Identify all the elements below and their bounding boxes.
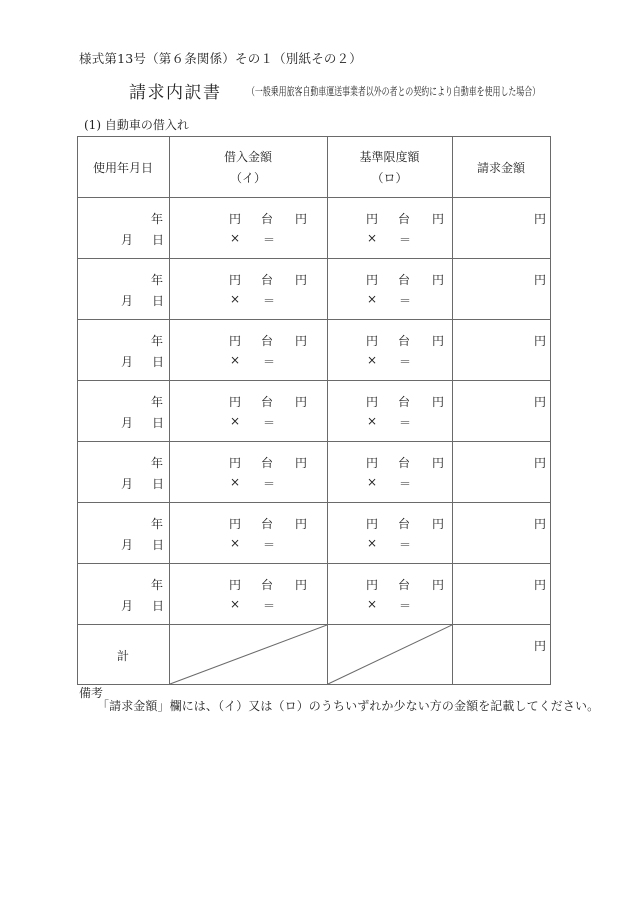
header-standard-limit: 基準限度額 <box>359 150 420 164</box>
limit-units-label: 台 <box>398 578 411 592</box>
borrow-units-input[interactable] <box>239 292 259 306</box>
equals-sign: ＝ <box>263 599 276 613</box>
borrow-yen-unit: 円 <box>229 273 242 287</box>
month-input[interactable] <box>107 292 119 306</box>
borrow-unit-price-input[interactable] <box>177 271 225 285</box>
limit-yen-unit: 円 <box>366 395 379 409</box>
limit-yen-unit: 円 <box>366 334 379 348</box>
limit-total-input[interactable] <box>413 353 448 367</box>
borrow-yen-unit: 円 <box>229 334 242 348</box>
borrow-yen-unit: 円 <box>229 456 242 470</box>
borrow-units-input[interactable] <box>239 475 259 489</box>
day-input[interactable] <box>137 414 149 428</box>
times-sign: × <box>230 292 241 306</box>
times-sign: × <box>367 536 378 550</box>
year-input[interactable] <box>125 393 145 407</box>
times-sign: × <box>230 414 241 428</box>
limit-yen-unit: 円 <box>366 456 379 470</box>
day-input[interactable] <box>137 536 149 550</box>
claim-yen-unit: 円 <box>534 578 547 592</box>
year-input[interactable] <box>125 332 145 346</box>
times-sign: × <box>367 475 378 489</box>
limit-total-input[interactable] <box>413 231 448 245</box>
day-input[interactable] <box>137 231 149 245</box>
borrow-units-label: 台 <box>261 334 274 348</box>
column-divider <box>169 136 170 685</box>
document-subtitle: （一般乗用旅客自動車運送事業者以外の者との契約により自動車を使用した場合） <box>247 85 541 98</box>
row-divider <box>77 563 551 564</box>
year-input[interactable] <box>125 271 145 285</box>
equals-sign: ＝ <box>263 294 276 308</box>
row-divider <box>77 380 551 381</box>
year-unit: 年 <box>151 578 164 592</box>
borrow-units-input[interactable] <box>239 231 259 245</box>
remarks-text: 「請求金額」欄には、（イ）又は（ロ）のうちいずれか少ない方の金額を記載してください。 <box>97 699 600 713</box>
borrow-yen-unit: 円 <box>295 273 308 287</box>
total-label: 計 <box>116 649 129 663</box>
month-input[interactable] <box>107 536 119 550</box>
limit-units-input[interactable] <box>377 292 397 306</box>
borrow-unit-price-input[interactable] <box>177 393 225 407</box>
equals-sign: ＝ <box>263 477 276 491</box>
year-unit: 年 <box>151 212 164 226</box>
limit-yen-unit: 円 <box>432 334 445 348</box>
header-divider <box>77 197 551 198</box>
borrow-unit-price-input[interactable] <box>177 454 225 468</box>
year-input[interactable] <box>125 515 145 529</box>
borrow-units-label: 台 <box>261 517 274 531</box>
claim-amount-input[interactable] <box>457 454 532 468</box>
limit-yen-unit: 円 <box>366 517 379 531</box>
row-divider <box>77 258 551 259</box>
times-sign: × <box>230 597 241 611</box>
limit-units-input[interactable] <box>377 475 397 489</box>
month-unit: 月 <box>121 355 134 369</box>
month-unit: 月 <box>121 599 134 613</box>
borrow-yen-unit: 円 <box>229 212 242 226</box>
limit-total-input[interactable] <box>413 597 448 611</box>
day-input[interactable] <box>137 597 149 611</box>
claim-amount-input[interactable] <box>457 332 532 346</box>
day-input[interactable] <box>137 292 149 306</box>
borrow-total-input[interactable] <box>277 353 322 367</box>
borrow-units-input[interactable] <box>239 536 259 550</box>
total-yen-unit: 円 <box>534 639 547 653</box>
times-sign: × <box>367 414 378 428</box>
limit-yen-unit: 円 <box>366 578 379 592</box>
limit-yen-unit: 円 <box>432 456 445 470</box>
borrow-yen-unit: 円 <box>295 517 308 531</box>
equals-sign: ＝ <box>263 416 276 430</box>
month-input[interactable] <box>107 231 119 245</box>
borrow-total-input[interactable] <box>277 536 322 550</box>
limit-yen-unit: 円 <box>432 395 445 409</box>
header-borrow-amount: 借入金額 <box>223 150 272 164</box>
year-unit: 年 <box>151 456 164 470</box>
borrow-total-input[interactable] <box>277 231 322 245</box>
header-claim-amount: 請求金額 <box>476 161 525 175</box>
limit-units-input[interactable] <box>377 414 397 428</box>
limit-total-input[interactable] <box>413 414 448 428</box>
year-unit: 年 <box>151 334 164 348</box>
equals-sign: ＝ <box>399 416 412 430</box>
claim-amount-input[interactable] <box>457 515 532 529</box>
limit-unit-price-input[interactable] <box>332 576 362 590</box>
day-unit: 日 <box>152 416 165 430</box>
limit-units-label: 台 <box>398 273 411 287</box>
month-unit: 月 <box>121 538 134 552</box>
section-label: (1) 自動車の借入れ <box>84 118 189 132</box>
borrow-units-input[interactable] <box>239 414 259 428</box>
table-border-top <box>77 136 551 137</box>
claim-yen-unit: 円 <box>534 517 547 531</box>
times-sign: × <box>230 536 241 550</box>
times-sign: × <box>367 353 378 367</box>
limit-yen-unit: 円 <box>432 273 445 287</box>
month-input[interactable] <box>107 353 119 367</box>
limit-units-label: 台 <box>398 395 411 409</box>
borrow-units-input[interactable] <box>239 597 259 611</box>
equals-sign: ＝ <box>399 355 412 369</box>
claim-amount-input[interactable] <box>457 271 532 285</box>
row-divider <box>77 502 551 503</box>
row-divider <box>77 441 551 442</box>
month-unit: 月 <box>121 233 134 247</box>
year-input[interactable] <box>125 454 145 468</box>
limit-units-input[interactable] <box>377 597 397 611</box>
table-border-right <box>550 136 551 685</box>
times-sign: × <box>230 353 241 367</box>
header-borrow-mark: （イ） <box>229 171 266 185</box>
claim-yen-unit: 円 <box>534 212 547 226</box>
times-sign: × <box>367 292 378 306</box>
times-sign: × <box>367 231 378 245</box>
borrow-yen-unit: 円 <box>295 395 308 409</box>
borrow-total-input[interactable] <box>277 292 322 306</box>
day-input[interactable] <box>137 353 149 367</box>
borrow-total-input[interactable] <box>277 414 322 428</box>
claim-breakdown-table <box>77 136 551 685</box>
claim-yen-unit: 円 <box>534 395 547 409</box>
document-title: 請求内訳書 <box>129 83 222 103</box>
borrow-total-input[interactable] <box>277 475 322 489</box>
month-input[interactable] <box>107 414 119 428</box>
borrow-unit-price-input[interactable] <box>177 515 225 529</box>
header-date: 使用年月日 <box>92 161 153 175</box>
borrow-units-input[interactable] <box>239 353 259 367</box>
borrow-yen-unit: 円 <box>229 395 242 409</box>
total-claim-input[interactable] <box>455 646 530 666</box>
day-unit: 日 <box>152 599 165 613</box>
times-sign: × <box>230 231 241 245</box>
equals-sign: ＝ <box>399 538 412 552</box>
limit-unit-price-input[interactable] <box>332 393 362 407</box>
borrow-yen-unit: 円 <box>229 578 242 592</box>
header-standard-mark: （ロ） <box>371 171 408 185</box>
row-divider <box>77 319 551 320</box>
limit-units-label: 台 <box>398 456 411 470</box>
limit-unit-price-input[interactable] <box>332 332 362 346</box>
day-input[interactable] <box>137 475 149 489</box>
equals-sign: ＝ <box>399 599 412 613</box>
claim-amount-input[interactable] <box>457 210 532 224</box>
equals-sign: ＝ <box>399 477 412 491</box>
limit-unit-price-input[interactable] <box>332 454 362 468</box>
limit-yen-unit: 円 <box>432 578 445 592</box>
borrow-units-label: 台 <box>261 578 274 592</box>
borrow-units-label: 台 <box>261 212 274 226</box>
borrow-unit-price-input[interactable] <box>177 210 225 224</box>
borrow-unit-price-input[interactable] <box>177 332 225 346</box>
limit-yen-unit: 円 <box>432 212 445 226</box>
day-unit: 日 <box>152 294 165 308</box>
limit-units-label: 台 <box>398 517 411 531</box>
month-input[interactable] <box>107 597 119 611</box>
month-unit: 月 <box>121 416 134 430</box>
equals-sign: ＝ <box>399 233 412 247</box>
month-unit: 月 <box>121 477 134 491</box>
claim-yen-unit: 円 <box>534 273 547 287</box>
equals-sign: ＝ <box>263 355 276 369</box>
borrow-units-label: 台 <box>261 395 274 409</box>
times-sign: × <box>230 475 241 489</box>
day-unit: 日 <box>152 477 165 491</box>
column-divider <box>327 136 328 685</box>
limit-total-input[interactable] <box>413 292 448 306</box>
remarks-label: 備考 <box>79 686 104 700</box>
claim-amount-input[interactable] <box>457 576 532 590</box>
day-unit: 日 <box>152 233 165 247</box>
borrow-yen-unit: 円 <box>295 212 308 226</box>
borrow-units-label: 台 <box>261 456 274 470</box>
table-border-left <box>77 136 78 685</box>
borrow-units-label: 台 <box>261 273 274 287</box>
limit-unit-price-input[interactable] <box>332 271 362 285</box>
limit-units-input[interactable] <box>377 353 397 367</box>
limit-units-label: 台 <box>398 334 411 348</box>
times-sign: × <box>367 597 378 611</box>
equals-sign: ＝ <box>263 233 276 247</box>
claim-yen-unit: 円 <box>534 334 547 348</box>
borrow-yen-unit: 円 <box>229 517 242 531</box>
limit-unit-price-input[interactable] <box>332 210 362 224</box>
column-divider <box>452 136 453 685</box>
borrow-yen-unit: 円 <box>295 456 308 470</box>
limit-yen-unit: 円 <box>366 273 379 287</box>
year-unit: 年 <box>151 395 164 409</box>
equals-sign: ＝ <box>399 294 412 308</box>
borrow-total-input[interactable] <box>277 597 322 611</box>
year-unit: 年 <box>151 273 164 287</box>
limit-total-input[interactable] <box>413 475 448 489</box>
limit-units-input[interactable] <box>377 536 397 550</box>
claim-yen-unit: 円 <box>534 456 547 470</box>
year-unit: 年 <box>151 517 164 531</box>
borrow-yen-unit: 円 <box>295 578 308 592</box>
limit-yen-unit: 円 <box>366 212 379 226</box>
claim-amount-input[interactable] <box>457 393 532 407</box>
year-input[interactable] <box>125 210 145 224</box>
limit-yen-unit: 円 <box>432 517 445 531</box>
day-unit: 日 <box>152 538 165 552</box>
diagonal-slash <box>169 624 327 685</box>
diagonal-slash <box>327 624 452 685</box>
equals-sign: ＝ <box>263 538 276 552</box>
limit-total-input[interactable] <box>413 536 448 550</box>
day-unit: 日 <box>152 355 165 369</box>
limit-units-input[interactable] <box>377 231 397 245</box>
month-unit: 月 <box>121 294 134 308</box>
year-input[interactable] <box>125 576 145 590</box>
month-input[interactable] <box>107 475 119 489</box>
limit-units-label: 台 <box>398 212 411 226</box>
borrow-unit-price-input[interactable] <box>177 576 225 590</box>
borrow-yen-unit: 円 <box>295 334 308 348</box>
limit-unit-price-input[interactable] <box>332 515 362 529</box>
form-id: 様式第13号（第６条関係）その１（別紙その２） <box>79 51 363 66</box>
